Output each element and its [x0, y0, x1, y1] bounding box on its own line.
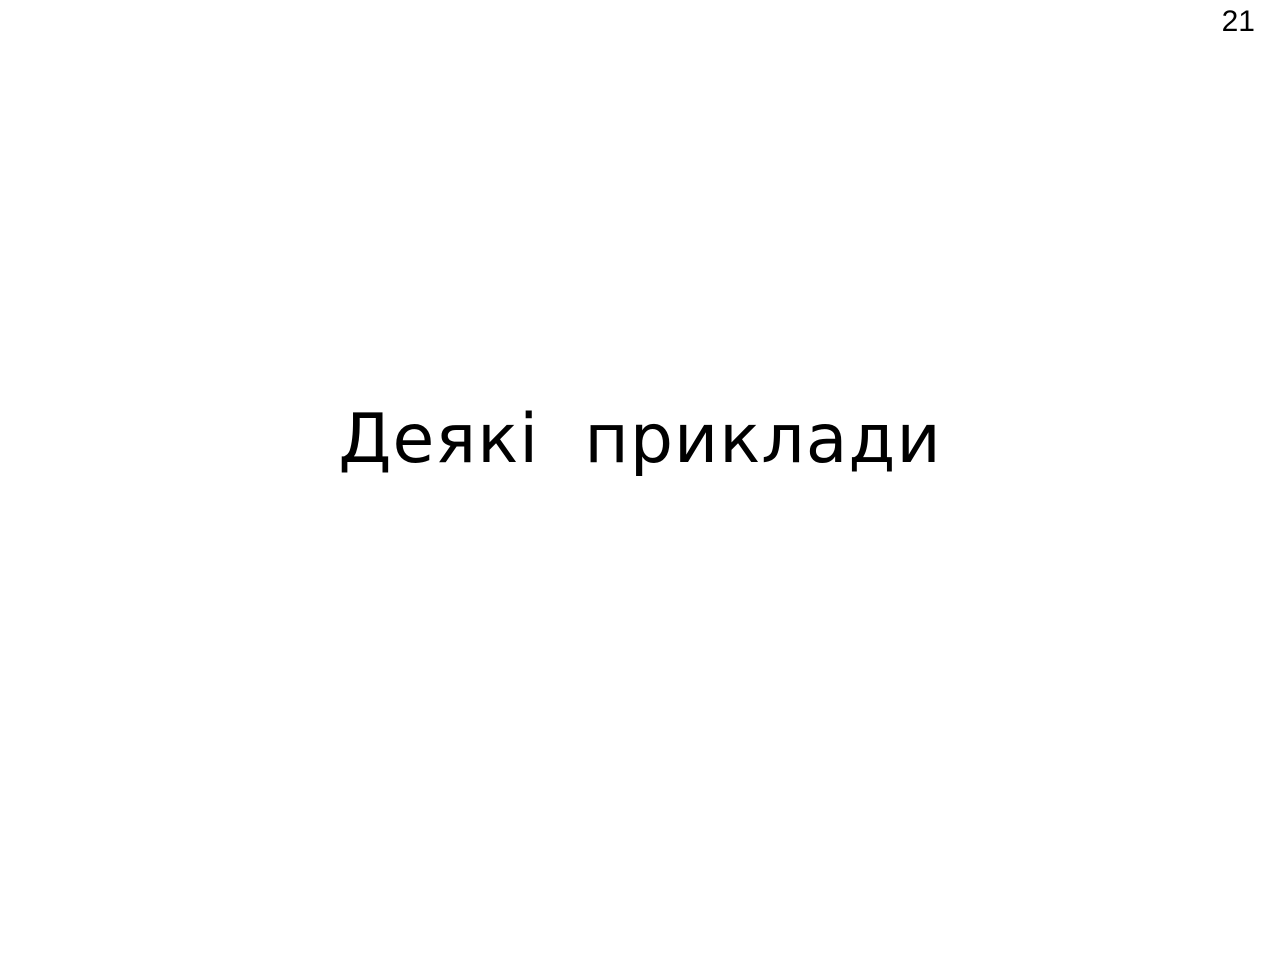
- slide-title: Деякі приклади: [338, 400, 942, 479]
- page-number: 21: [1221, 5, 1255, 38]
